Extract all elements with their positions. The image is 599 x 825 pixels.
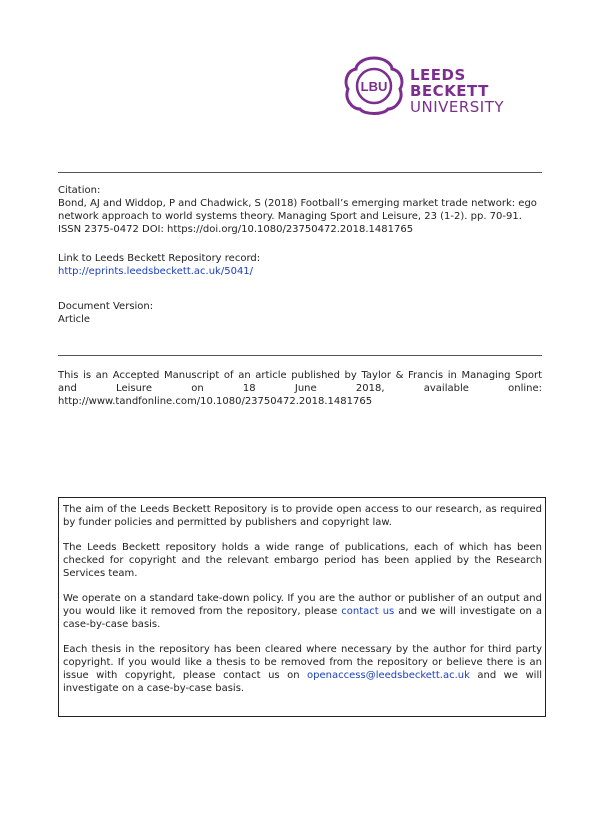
logo-line-1: LEEDS bbox=[410, 66, 466, 84]
policy-paragraph-2: The Leeds Beckett repository holds a wide range of publications, each of which has been checked for copyright and the relevant embargo period has been applied by the Research Services team. bbox=[63, 542, 542, 579]
repository-section bbox=[58, 252, 542, 278]
university-logo bbox=[342, 55, 552, 115]
policy-paragraph-3 bbox=[63, 592, 542, 631]
rose-emblem-icon bbox=[342, 55, 406, 115]
citation-section bbox=[58, 184, 542, 236]
policy-paragraph-3-text: We operate on a standard take-down policy. If you are the author or publisher of an output and you would like it removed from the repository, please bbox=[63, 593, 542, 617]
logo-line-2: BECKETT bbox=[410, 82, 489, 100]
contact-us-link[interactable]: contact us bbox=[341, 606, 395, 617]
policy-paragraph-3-end: and we will investigate on a case-by-case basis. bbox=[63, 606, 542, 630]
repository-link[interactable]: http://eprints.leedsbeckett.ac.uk/5041/ bbox=[58, 266, 254, 277]
citation-text: Bond, AJ and Widdop, P and Chadwick, S (2018) Football’s emerging market trade network: ego network approach to world systems theory. Managing Sport and Leisure, 23 (1-2). pp. 70-91. ISSN 2375-0472 DOI: https://doi.org/10.1080/23750472.2018.1481765 bbox=[58, 198, 537, 235]
repository-heading: Link to Leeds Beckett Repository record: bbox=[58, 253, 261, 264]
accepted-text: This is an Accepted Manuscript of an article published by Taylor & Francis in Managing Sport and Leisure on 18 June 2018, available online: http://www.tandfonline.com/10.1080/23750472.2018.1481765 bbox=[58, 370, 542, 407]
repository-policy-box bbox=[58, 497, 546, 717]
citation-heading: Citation: bbox=[58, 185, 101, 196]
openaccess-email-link[interactable]: openaccess@leedsbeckett.ac.uk bbox=[307, 670, 470, 681]
top-divider bbox=[58, 172, 542, 173]
policy-paragraph-4 bbox=[63, 643, 542, 695]
accepted-manuscript-note bbox=[58, 369, 542, 408]
policy-paragraph-1: The aim of the Leeds Beckett Repository is to provide open access to our research, as required by funder policies and permitted by publishers and copyright law. bbox=[63, 504, 542, 528]
policy-paragraph-4-text: Each thesis in the repository has been cleared where necessary by the author for third party copyright. If you would like a thesis to be removed from the repository or believe there is an issue with copyright, please contact us on bbox=[63, 644, 542, 681]
version-section bbox=[58, 300, 542, 326]
version-heading: Document Version: bbox=[58, 301, 154, 312]
policy-paragraph-4-end: and we will investigate on a case-by-case basis. bbox=[63, 670, 542, 694]
middle-divider bbox=[58, 355, 542, 356]
logo-monogram: LBU bbox=[360, 79, 388, 94]
logo-line-3: UNIVERSITY bbox=[410, 98, 505, 116]
logo-wordmark bbox=[410, 67, 504, 115]
version-value: Article bbox=[58, 314, 91, 325]
